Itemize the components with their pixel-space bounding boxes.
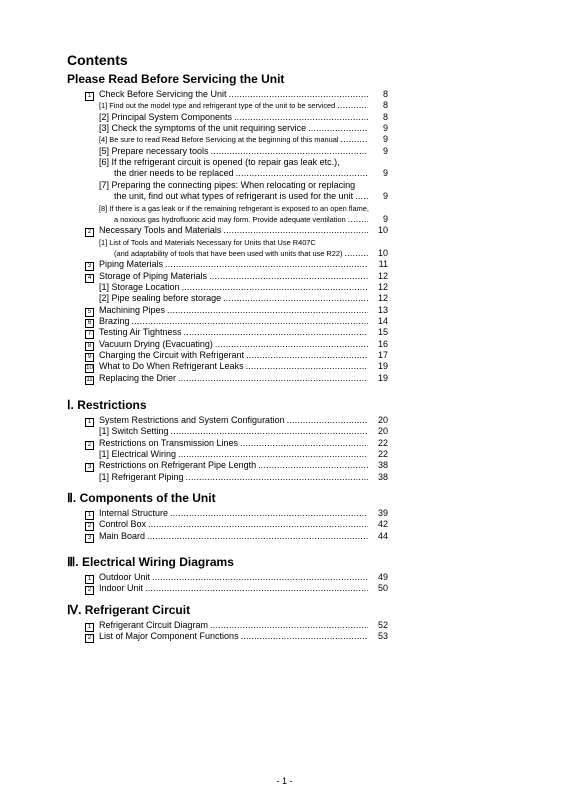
toc-entry-label: [2] Pipe sealing before storage: [99, 293, 222, 304]
toc-entry-page: 14: [377, 316, 388, 326]
page-title: Contents: [67, 52, 128, 68]
dot-leader: [152, 572, 368, 583]
toc-entry-label: Control Box: [99, 519, 147, 530]
toc-entry[interactable]: [0, 631, 569, 642]
dot-leader: [186, 472, 368, 483]
page-number: - 1 -: [276, 776, 293, 786]
item-number-box: 1: [85, 418, 94, 427]
dot-leader: [234, 112, 368, 123]
dot-leader: [258, 460, 368, 471]
toc-entry[interactable]: [0, 339, 569, 350]
toc-entry[interactable]: [0, 572, 569, 583]
section-heading: Ⅲ. Electrical Wiring Diagrams: [67, 555, 234, 569]
toc-entry-label: [1] Switch Setting: [99, 426, 169, 437]
dot-leader: [246, 350, 368, 361]
item-number-box: 8: [85, 342, 94, 351]
dot-leader: [178, 449, 368, 460]
toc-entry[interactable]: [0, 519, 569, 530]
toc-entry[interactable]: [0, 146, 569, 157]
toc-entry-page: 9: [382, 213, 388, 224]
toc-entry-page: 9: [382, 123, 388, 134]
toc-entry-page: 50: [377, 583, 388, 594]
dot-leader: [170, 508, 368, 519]
toc-entry-page: 19: [377, 372, 388, 383]
dot-leader: [287, 415, 368, 426]
toc-entry[interactable]: [0, 180, 569, 191]
toc-entry[interactable]: [0, 259, 569, 270]
toc-entry[interactable]: [0, 531, 569, 542]
dot-leader: [210, 620, 368, 631]
toc-entry-label: [1] Find out the model type and refrigerant type of the unit to be serviced: [99, 101, 336, 111]
toc-entry[interactable]: [0, 293, 569, 304]
item-number-box: 2: [85, 586, 94, 595]
item-number-box: 2: [85, 228, 94, 237]
dot-leader: [236, 168, 368, 179]
toc-entry[interactable]: [0, 415, 569, 426]
toc-entry-page: 22: [377, 437, 388, 448]
item-number-box: 3: [85, 262, 94, 271]
toc-entry-label: Check Before Servicing the Unit: [99, 89, 227, 99]
dot-leader: [348, 214, 368, 225]
item-number-box: 5: [85, 308, 94, 317]
toc-entry-label: [3] Check the symptoms of the unit requiring service: [99, 123, 307, 134]
dot-leader: [337, 100, 368, 111]
toc-entry-page: 53: [377, 631, 388, 642]
toc-entry-page: 39: [377, 508, 388, 518]
toc-entry[interactable]: [0, 123, 569, 134]
toc-entry[interactable]: [0, 460, 569, 471]
toc-entry-label: Vacuum Drying (Evacuating): [99, 338, 213, 349]
dot-leader: [229, 89, 368, 100]
toc-entry-page: 9: [382, 134, 388, 145]
dot-leader: [167, 305, 368, 316]
item-number-box: 6: [85, 319, 94, 328]
item-number-box: 3: [85, 463, 94, 472]
dot-leader: [344, 248, 368, 259]
toc-entry[interactable]: [0, 237, 569, 248]
toc-entry-page: 8: [382, 100, 388, 111]
toc-entry-label: Storage of Piping Materials: [99, 270, 208, 281]
toc-entry-label: List of Major Component Functions: [99, 631, 239, 642]
toc-entry-page: 11: [378, 259, 388, 270]
toc-entry-page: 9: [382, 168, 388, 179]
dot-leader: [241, 631, 368, 642]
toc-entry-label: Machining Pipes: [99, 304, 166, 315]
toc-entry-label: [2] Principal System Components: [99, 111, 233, 122]
item-number-box: 1: [85, 92, 94, 101]
toc-entry-label: Restrictions on Refrigerant Pipe Length: [99, 460, 257, 471]
toc-entry-page: 44: [377, 530, 388, 541]
dot-leader: [215, 339, 368, 350]
dot-leader: [145, 583, 368, 594]
toc-entry[interactable]: [0, 282, 569, 293]
toc-entry-label: [6] If the refrigerant circuit is opened (to repair gas leak etc.),: [99, 157, 340, 168]
toc-entry-page: 10: [377, 225, 388, 236]
toc-entry-label: Testing Air Tightness: [99, 327, 182, 338]
dot-leader: [132, 316, 368, 327]
toc-entry-page: 38: [377, 471, 388, 482]
toc-entry[interactable]: [0, 248, 569, 259]
toc-entry-label: Indoor Unit: [99, 583, 144, 594]
item-number-box: 2: [85, 441, 94, 450]
dot-leader: [223, 293, 368, 304]
toc-entry[interactable]: [0, 100, 569, 111]
item-number-box: 1: [85, 575, 94, 584]
toc-entry[interactable]: [0, 508, 569, 519]
toc-entry[interactable]: [0, 271, 569, 282]
toc-entry-page: 12: [377, 293, 388, 304]
dot-leader: [165, 259, 368, 270]
toc-entry-page: 13: [377, 304, 388, 315]
toc-entry[interactable]: [0, 327, 569, 338]
toc-entry-label: [1] List of Tools and Materials Necessary for Units that Use R407C: [99, 237, 316, 247]
dot-leader: [308, 123, 368, 134]
toc-entry-label: Brazing: [99, 316, 130, 326]
toc-entry[interactable]: [0, 214, 569, 225]
toc-entry-page: 12: [377, 270, 388, 281]
dot-leader: [147, 531, 368, 542]
toc-entry[interactable]: [0, 112, 569, 123]
toc-entry-page: 20: [377, 415, 388, 425]
toc-entry-page: 42: [377, 519, 388, 530]
toc-entry-label: Refrigerant Circuit Diagram: [99, 620, 209, 630]
toc-entry-label: [8] If there is a gas leak or if the remaining refrigerant is exposed to an open flame,: [99, 203, 369, 213]
toc-entry-label: Replacing the Drier: [99, 372, 177, 383]
toc-entry[interactable]: [0, 438, 569, 449]
toc-entry-page: 38: [377, 460, 388, 471]
toc-entry[interactable]: [0, 225, 569, 236]
toc-entry-label: the unit, find out what types of refrigerant is used for the unit: [114, 191, 354, 202]
toc-entry[interactable]: [0, 191, 569, 202]
toc-entry-page: 10: [377, 247, 388, 258]
item-number-box: 1: [85, 511, 94, 520]
toc-entry-page: 49: [377, 572, 388, 582]
toc-entry-label: Internal Structure: [99, 508, 169, 518]
section-heading: Ⅳ. Refrigerant Circuit: [67, 603, 191, 617]
dot-leader: [148, 519, 368, 530]
toc-entry-page: 15: [377, 327, 388, 338]
toc-entry[interactable]: [0, 449, 569, 460]
item-number-box: 10: [86, 365, 93, 372]
dot-leader: [341, 134, 368, 145]
dot-leader: [240, 438, 368, 449]
dot-leader: [171, 426, 368, 437]
toc-entry[interactable]: [0, 426, 569, 437]
toc-entry-label: [4] Be sure to read Read Before Servicing at the beginning of this manual: [99, 135, 339, 145]
toc-entry[interactable]: [0, 316, 569, 327]
dot-leader: [184, 327, 368, 338]
toc-entry-page: 52: [377, 620, 388, 630]
dot-leader: [182, 282, 368, 293]
toc-entry-page: 20: [377, 426, 388, 437]
toc-entry[interactable]: [0, 134, 569, 145]
toc-entry[interactable]: [0, 203, 569, 214]
toc-entry-label: [5] Prepare necessary tools: [99, 145, 209, 156]
toc-entry-page: 17: [377, 350, 388, 361]
toc-entry-label: Restrictions on Transmission Lines: [99, 437, 239, 448]
toc-entry-label: (and adaptability of tools that have been used with units that use R22): [114, 248, 343, 258]
toc-entry[interactable]: [0, 168, 569, 179]
toc-entry-page: 12: [377, 281, 388, 292]
section-heading: Ⅰ. Restrictions: [67, 398, 147, 412]
toc-entry[interactable]: [0, 350, 569, 361]
toc-entry-label: Charging the Circuit with Refrigerant: [99, 350, 245, 361]
toc-entry-page: 19: [377, 361, 388, 372]
toc-entry[interactable]: [0, 305, 569, 316]
toc-entry-label: [1] Electrical Wiring: [99, 449, 177, 460]
dot-leader: [355, 191, 368, 202]
toc-entry-page: 8: [382, 111, 388, 122]
toc-entry-label: Necessary Tools and Materials: [99, 225, 222, 236]
item-number-box: 11: [86, 376, 93, 383]
item-number-box: 9: [85, 353, 94, 362]
toc-entry-page: 16: [377, 338, 388, 349]
toc-entry[interactable]: [0, 361, 569, 372]
dot-leader: [246, 361, 368, 372]
toc-entry-label: System Restrictions and System Configuration: [99, 415, 285, 425]
toc-entry-label: [1] Refrigerant Piping: [99, 471, 184, 482]
item-number-box: 2: [85, 634, 94, 643]
item-number-box: 3: [85, 534, 94, 543]
toc-entry[interactable]: [0, 620, 569, 631]
section-heading: Ⅱ. Components of the Unit: [67, 491, 216, 505]
dot-leader: [211, 146, 368, 157]
toc-entry-label: What to Do When Refrigerant Leaks: [99, 361, 244, 372]
toc-entry[interactable]: [0, 89, 569, 100]
toc-entry-label: a noxious gas hydrofluoric acid may form. Provide adequate ventilation: [114, 214, 346, 224]
item-number-box: 1: [85, 623, 94, 632]
item-number-box: 7: [85, 330, 94, 339]
toc-entry-label: the drier needs to be replaced: [114, 168, 234, 179]
dot-leader: [209, 271, 368, 282]
toc-entry[interactable]: [0, 373, 569, 384]
toc-entry[interactable]: [0, 157, 569, 168]
toc-entry[interactable]: [0, 472, 569, 483]
toc-entry[interactable]: [0, 583, 569, 594]
item-number-box: 4: [85, 274, 94, 283]
toc-entry-label: [7] Preparing the connecting pipes: When relocating or replacing: [99, 179, 356, 190]
dot-leader: [223, 225, 368, 236]
toc-entry-label: [1] Storage Location: [99, 281, 180, 292]
toc-entry-page: 9: [382, 191, 388, 202]
item-number-box: 2: [85, 522, 94, 531]
dot-leader: [178, 373, 368, 384]
toc-entry-label: Outdoor Unit: [99, 572, 151, 582]
toc-entry-label: Piping Materials: [99, 259, 164, 270]
toc-entry-page: 8: [382, 89, 388, 99]
toc-entry-label: Main Board: [99, 530, 146, 541]
toc-entry-page: 22: [377, 449, 388, 460]
toc-entry-page: 9: [382, 145, 388, 156]
section-heading: Please Read Before Servicing the Unit: [67, 72, 285, 86]
